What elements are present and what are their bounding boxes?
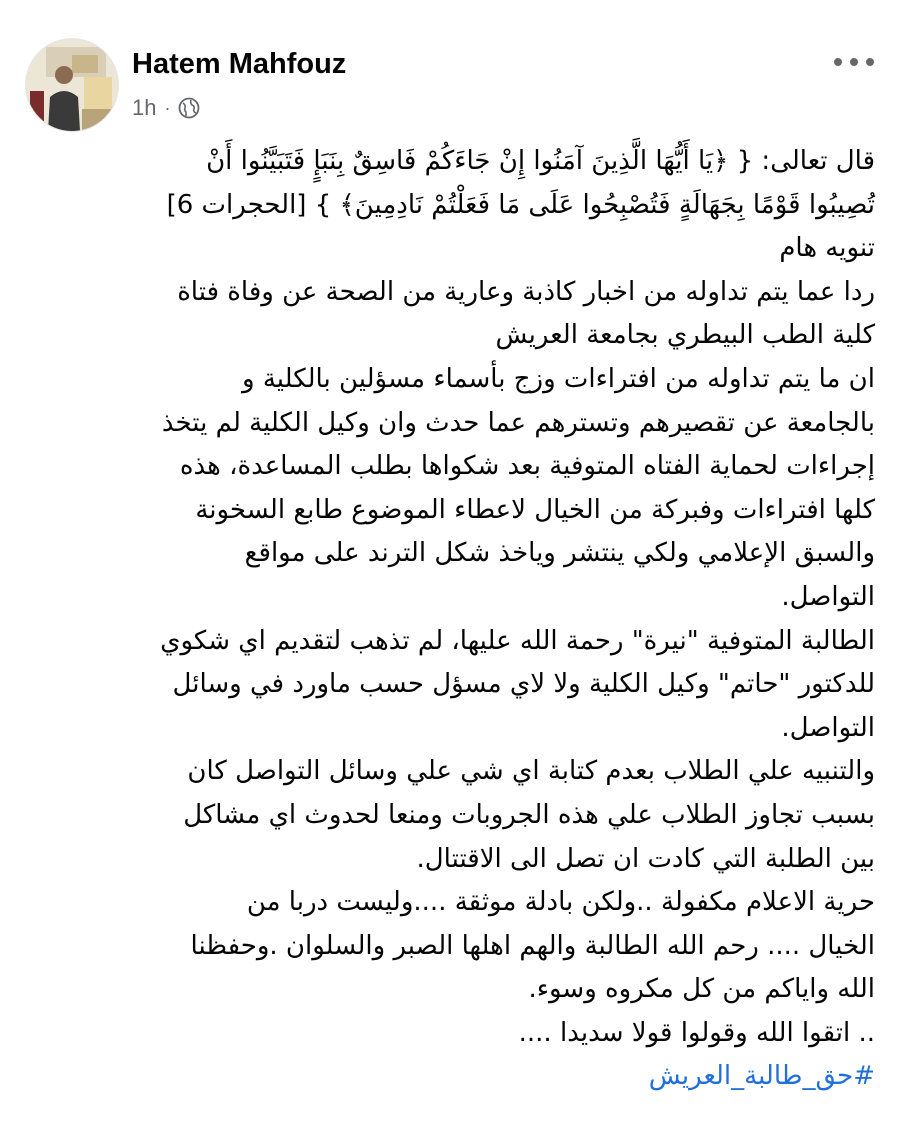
post-line: الطالبة المتوفية "نيرة" رحمة الله عليها، لم تذهب لتقديم اي شكوي <box>160 625 875 656</box>
dot <box>850 58 858 66</box>
post-line: ردا عما يتم تداوله من اخبار كاذبة وعارية من الصحة عن وفاة فتاة <box>177 276 875 307</box>
post-line: حرية الاعلام مكفولة ..ولكن بادلة موثقة ....وليست دربا من <box>246 887 875 918</box>
dot <box>834 58 842 66</box>
post-time[interactable]: 1h <box>132 95 157 120</box>
avatar[interactable] <box>25 38 119 132</box>
post-line: بالجامعة عن تقصيرهم وتسترهم عما حدث وان وكيل الكلية لم يتخذ <box>161 407 875 438</box>
post-line: التواصل. <box>781 581 875 612</box>
post-line: بين الطلبة التي كادت ان تصل الى الاقتتال. <box>416 843 875 874</box>
author-name[interactable]: Hatem Mahfouz <box>132 48 347 80</box>
post-line: والتنبيه علي الطلاب بعدم كتابة اي شي علي وسائل التواصل كان <box>187 756 875 787</box>
post-line: ان ما يتم تداوله من افتراءات وزج بأسماء مسؤلين بالكلية و <box>242 363 875 394</box>
meta-separator: · <box>164 97 171 118</box>
post-line: تُصِيبُوا قَوْمًا بِجَهَالَةٍ فَتُصْبِحُوا عَلَى مَا فَعَلْتُمْ نَادِمِينَ﴾ } [الحجرات 6] <box>166 189 875 220</box>
more-options-icon[interactable] <box>834 52 874 72</box>
post-body <box>20 140 875 1099</box>
post-line: كلية الطب البيطري بجامعة العريش <box>495 320 875 351</box>
post-line: كلها افتراءات وفبركة من الخيال لاعطاء الموضوع طابع السخونة <box>195 494 875 525</box>
post-line: الله واياكم من كل مكروه وسوء. <box>528 974 875 1005</box>
post-line: للدكتور "حاتم" وكيل الكلية ولا لاي مسؤل حسب ماورد في وسائل <box>172 669 875 700</box>
post-line: تنويه هام <box>779 233 875 264</box>
post-line: قال تعالى: { ﴿يَا أَيُّهَا الَّذِينَ آمَنُوا إِنْ جَاءَكُمْ فَاسِقٌ بِنَبَإٍ فَتَبَيَّنُوا أَنْ <box>206 146 875 176</box>
post-meta <box>132 95 200 121</box>
hashtag-link[interactable]: #حق_طالبة_العريش <box>648 1061 875 1092</box>
dot <box>866 58 874 66</box>
post-line: الخيال .... رحم الله الطالبة والهم اهلها الصبر والسلوان .وحفظنا <box>190 930 875 961</box>
post-line: التواصل. <box>781 712 875 743</box>
post-line: والسبق الإعلامي ولكي ينتشر وياخذ شكل الترند على مواقع <box>244 538 875 569</box>
post-line: .. اتقوا الله وقولوا قولا سديدا .... <box>518 1017 875 1048</box>
globe-icon[interactable] <box>178 97 200 119</box>
post-line: إجراءات لحماية الفتاه المتوفية بعد شكواها بطلب المساعدة، هذه <box>179 451 875 482</box>
post-line: بسبب تجاوز الطلاب علي هذه الجروبات ومنعا لحدوث اي مشاكل <box>183 799 875 830</box>
post-header <box>0 0 900 140</box>
avatar-photo <box>26 39 118 131</box>
